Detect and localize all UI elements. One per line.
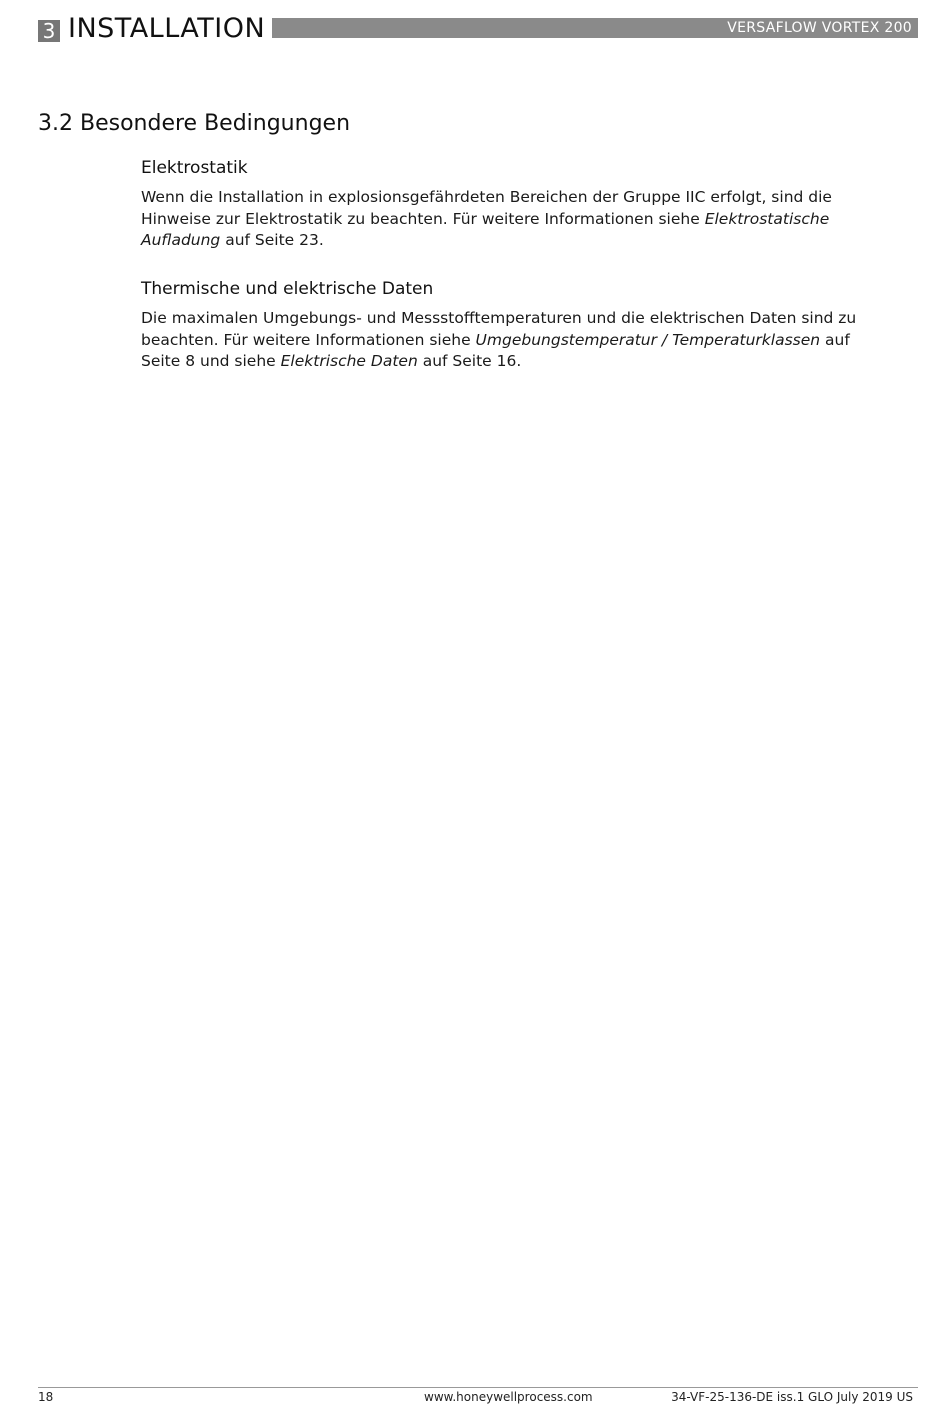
chapter-number: 3 bbox=[38, 20, 60, 42]
section-heading: 3.2 Besondere Bedingungen bbox=[38, 111, 351, 136]
sub-heading-elektrostatik: Elektrostatik bbox=[141, 158, 248, 178]
paragraph-elektrostatik bbox=[141, 187, 891, 252]
cross-reference-link[interactable]: Umgebungstemperatur / Temperaturklassen bbox=[475, 330, 821, 349]
paragraph-text: Wenn die Installation in explosionsgefährdeten Bereichen der Gruppe IIC erfolgt, sind die Hinweise zur Elektrostatik zu beachten. Für weitere Informationen siehe bbox=[141, 188, 832, 228]
paragraph-thermische-daten bbox=[141, 308, 891, 373]
header-bar bbox=[272, 18, 918, 38]
document-id: 34-VF-25-136-DE iss.1 GLO July 2019 US bbox=[671, 1390, 913, 1404]
product-name: VERSAFLOW VORTEX 200 bbox=[727, 20, 912, 36]
page-footer bbox=[38, 1390, 913, 1404]
cross-reference-link[interactable]: Elektrostatische Aufladung bbox=[141, 209, 830, 249]
cross-reference-link[interactable]: Elektrische Daten bbox=[280, 352, 418, 370]
chapter-title: INSTALLATION bbox=[68, 13, 266, 44]
footer-divider bbox=[38, 1387, 918, 1388]
paragraph-text: auf Seite 16. bbox=[417, 352, 522, 370]
sub-heading-thermische-daten: Thermische und elektrische Daten bbox=[141, 279, 434, 299]
thermische-daten-block bbox=[141, 278, 891, 373]
paragraph-text: Die maximalen Umgebungs- und Messstofftemperaturen und die elektrischen Daten sind zu beachten. Für weitere Informationen siehe bbox=[141, 309, 857, 349]
paragraph-text: auf Seite 8 und siehe bbox=[141, 330, 850, 370]
elektrostatik-block bbox=[141, 157, 891, 252]
page-number: 18 bbox=[38, 1390, 54, 1404]
website-link[interactable]: www.honeywellprocess.com bbox=[424, 1390, 593, 1404]
paragraph-text: auf Seite 23. bbox=[220, 231, 324, 249]
page-header bbox=[38, 14, 918, 44]
